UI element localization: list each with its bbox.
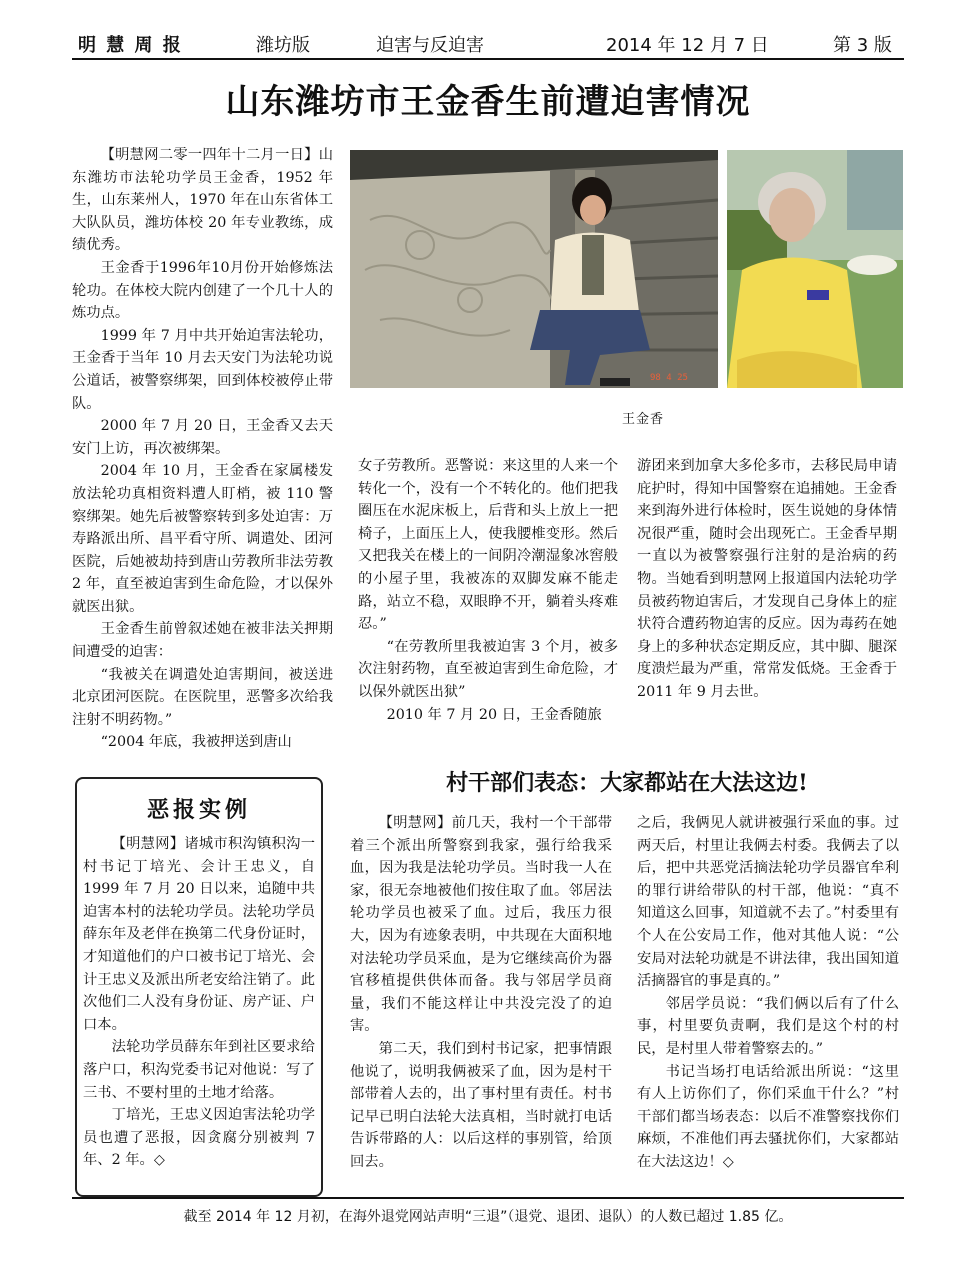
main-article-col1 <box>72 144 333 754</box>
sidebar-text <box>83 833 315 1172</box>
photo-illustration <box>350 150 718 388</box>
paragraph: 2004 年 10 月，王金香在家属楼发放法轮功真相资料遭人盯梢，被 110 警察绑架。她先后被警察转到多处迫害：万寿路派出所、昌平看守所、调遣处、团河医院，后她被劫持到唐山劳教所非法劳教 2 年，直至被迫害到生命危险，才以保外就医出狱。 <box>72 463 333 615</box>
paragraph: “我被关在调遣处迫害期间，被送进北京团河医院。在医院里，恶警多次给我注射不明药物。” <box>72 666 333 728</box>
main-article-title: 山东潍坊市王金香生前遭迫害情况 <box>225 82 751 122</box>
paragraph: 丁培光，王忠义因迫害法轮功学员也遭了恶报，因贪腐分别被判 7 年、2 年。◇ <box>83 1107 315 1169</box>
paragraph: 法轮功学员薛东年到社区要求给落户口，积沟党委书记对他说：写了三书、不要村里的土地才给落。 <box>83 1039 315 1101</box>
main-article-col2 <box>358 455 618 726</box>
paragraph: 游团来到加拿大多伦多市，去移民局申请庇护时，得知中国警察在追捕她。王金香来到海外进行体检时，医生说她的身体情况很严重，随时会出现死亡。王金香早期一直以为被警察强行注射的是治病的药物。当她看到明慧网上报道国内法轮功学员被药物迫害后，才发现自己身体上的症状符合遭药物迫害的反应。因为毒药在她身上的多种状态定期反应，其中脚、腿深度溃烂最为严重，常常发低烧。王金香于 2011 年 9 月去世。 <box>637 458 897 700</box>
paragraph: “2004 年底，我被押送到唐山 <box>100 734 292 751</box>
paragraph: 2010 年 7 月 20 日，王金香随旅 <box>386 706 602 723</box>
main-article-col3 <box>637 455 897 704</box>
paragraph: 女子劳教所。恶警说：来这里的人来一个转化一个，没有一个不转化的。他们把我圈压在水泥床板上，后背和头上放上一把椅子，上面压上人，使我腰椎变形。然后又把我关在楼上的一间阴冷潮湿象冰窖般的小屋子里，我被冻的双脚发麻不能走路，站立不稳，双眼睁不开，躺着头疼难忍。” <box>358 458 618 633</box>
paragraph: 王金香生前曾叙述她在被非法关押期间遭受的迫害： <box>72 621 333 661</box>
sidebar-title: 恶报实例 <box>146 797 251 823</box>
paragraph: 【明慧网】前几天，我村一个干部带着三个派出所警察到我家，强行给我采血，因为我是法轮功学员。当时我一人在家，很无奈地被他们按住取了血。邻居法轮功学员也被采了血。过后，我压力很大，因为有迹象表明，中共现在大面积地对法轮功学员采血，是为它继续高价为器官移植提供供体而备。我与邻居学员商量，我们不能这样让中共没完没了的迫害。 <box>350 815 612 1035</box>
page-number: 第 3 版 <box>833 35 892 56</box>
paragraph: 第二天，我们到村书记家，把事情跟他说了，说明我俩被采了血，因为是村干部带着人去的，出了事村里有责任。村书记早已明白法轮大法真相，当时就打电话告诉带路的人：以后这样的事别管，给顶回去。 <box>350 1040 612 1170</box>
paragraph: 1999 年 7 月中共开始迫害法轮功，王金香于当年 10 月去天安门为法轮功说公道话，被警察绑架，回到体校被停止带队。 <box>72 327 333 412</box>
second-article-col1 <box>350 812 612 1174</box>
photo-caption: 王金香 <box>622 412 665 427</box>
photo-stone-steps <box>350 150 718 388</box>
paragraph: 【明慧网】诸城市积沟镇积沟一村书记丁培光、会计王忠义，自 1999 年 7 月 20 日以来，追随中共迫害本村的法轮功学员。法轮功学员薛东年及老伴在换第二代身份证时，才知道他们的户口被书记丁培光、会计王忠义及派出所老安给注销了。此次他们二人没有身份证、房产证、户口本。 <box>83 836 315 1033</box>
section-label: 迫害与反迫害 <box>376 35 484 56</box>
paragraph: 【明慧网二零一四年十二月一日】山东潍坊市法轮功学员王金香，1952 年生，山东莱州人，1970 年在山东省体工大队队员，潍坊体校 20 年专业教练，成绩优秀。 <box>72 147 333 254</box>
photo-illustration <box>727 150 903 388</box>
second-article-col2 <box>637 812 899 1174</box>
footer-notice: 截至 2014 年 12 月初，在海外退党网站声明“三退”（退党、退团、退队）的人数已超过 1.85 亿。 <box>183 1209 793 1225</box>
paper-name: 明 慧 周 报 <box>78 35 183 56</box>
paragraph: 邻居学员说：“我们俩以后有了什么事，村里要负责啊，我们是这个村的村民，是村里人带着警察去的。” <box>637 995 899 1057</box>
photo-meditation <box>727 150 903 388</box>
second-article-title: 村干部们表态：大家都站在大法这边! <box>446 770 808 796</box>
footer-rule <box>72 1197 904 1199</box>
paragraph: 之后，我俩见人就讲被强行采血的事。过两天后，村里让我俩去村委。我俩去了以后，把中共恶党活摘法轮功学员器官牟利的罪行讲给带队的村干部，他说：“真不知道这么回事，知道就不去了。”村委里有个人在公安局工作，他对其他人说：“公安局对法轮功就是不讲法律，我出国知道活摘器官的事是真的。” <box>637 815 899 990</box>
edition-label: 潍坊版 <box>256 35 310 56</box>
paragraph: 书记当场打电话给派出所说：“这里有人上访你们了，你们采血干什么？”村干部们都当场表态：以后不准警察找你们麻烦，不准他们再去骚扰你们，大家都站在大法这边！◇ <box>637 1063 899 1170</box>
sidebar-box <box>75 777 323 1197</box>
header-rule <box>72 58 904 60</box>
paragraph: 2000 年 7 月 20 日，王金香又去天安门上访，再次被绑架。 <box>72 418 333 457</box>
photo-date-stamp: 98 4 25 <box>650 373 688 383</box>
paragraph: “在劳教所里我被迫害 3 个月，被多次注射药物，直至被迫害到生命危险，才以保外就医出狱” <box>358 638 618 700</box>
paragraph: 王金香于1996年10月份开始修炼法轮功。在体校大院内创建了一个几十人的炼功点。 <box>72 259 333 322</box>
issue-date: 2014 年 12 月 7 日 <box>606 35 769 56</box>
